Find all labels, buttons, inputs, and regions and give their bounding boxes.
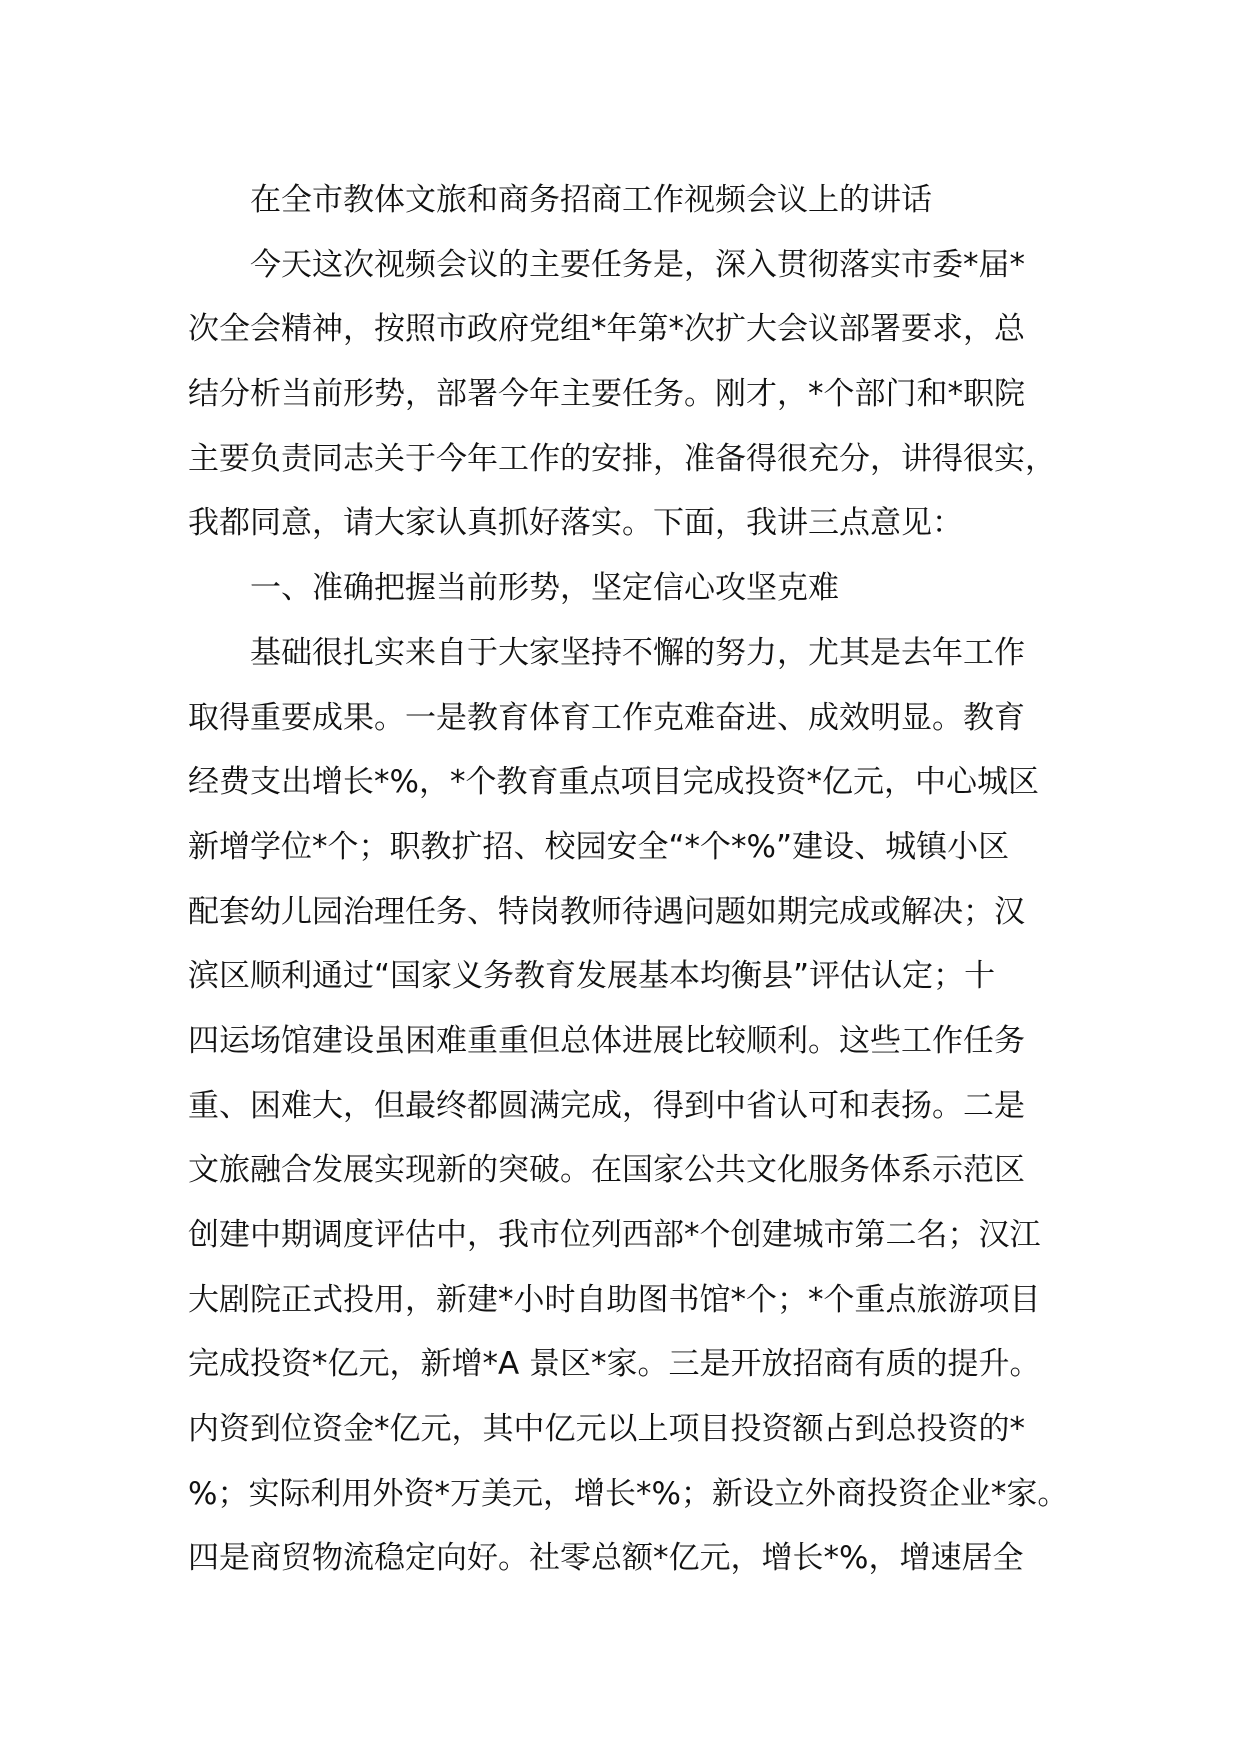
paragraph-line: 大剧院正式投用，新建*小时自助图书馆*个；*个重点旅游项目 (188, 1281, 1041, 1318)
paragraph-line: 我都同意，请大家认真抓好落实。下面，我讲三点意见： (188, 505, 963, 542)
paragraph-line: 次全会精神，按照市政府党组*年第*次扩大会议部署要求，总 (188, 311, 1025, 348)
paragraph-line: 文旅融合发展实现新的突破。在国家公共文化服务体系示范区 (188, 1152, 1025, 1189)
paragraph-line: 四运场馆建设虽困难重重但总体进展比较顺利。这些工作任务 (188, 1022, 1025, 1059)
paragraph-line: 创建中期调度评估中，我市位列西部*个创建城市第二名；汉江 (188, 1217, 1041, 1253)
document-body (188, 168, 1088, 1591)
paragraph-line: 完成投资*亿元，新增*A 景区*家。三是开放招商有质的提升。 (188, 1346, 1041, 1383)
paragraph-line: 滨区顺利通过“国家义务教育发展基本均衡县”评估认定；十 (188, 958, 996, 995)
paragraph-line: 经费支出增长*%，*个教育重点项目完成投资*亿元，中心城区 (188, 764, 1039, 801)
paragraph-line: 结分析当前形势，部署今年主要任务。刚才，*个部门和*职院 (188, 376, 1025, 413)
paragraph-line: 取得重要成果。一是教育体育工作克难奋进、成效明显。教育 (188, 699, 1025, 736)
paragraph-line: 新增学位*个；职教扩招、校园安全“*个*%”建设、城镇小区 (188, 828, 1010, 865)
paragraph-line: 配套幼儿园治理任务、特岗教师待遇问题如期完成或解决；汉 (188, 893, 1025, 930)
paragraph-line: 今天这次视频会议的主要任务是，深入贯彻落实市委*届* (250, 246, 1025, 283)
document-title: 在全市教体文旅和商务招商工作视频会议上的讲话 (250, 182, 932, 218)
paragraph-line: 四是商贸物流稳定向好。社零总额*亿元，增长*%，增速居全 (188, 1540, 1024, 1577)
section-heading: 一、准确把握当前形势，坚定信心攻坚克难 (250, 570, 839, 607)
paragraph-line: 重、困难大，但最终都圆满完成，得到中省认可和表扬。二是 (188, 1087, 1025, 1124)
paragraph-line: 内资到位资金*亿元，其中亿元以上项目投资额占到总投资的* (188, 1411, 1025, 1448)
paragraph-line: 基础很扎实来自于大家坚持不懈的努力，尤其是去年工作 (250, 634, 1025, 671)
paragraph-line: %；实际利用外资*万美元，增长*%；新设立外商投资企业*家。 (188, 1475, 1069, 1512)
paragraph-line: 主要负责同志关于今年工作的安排，准备得很充分，讲得很实， (188, 440, 1056, 477)
